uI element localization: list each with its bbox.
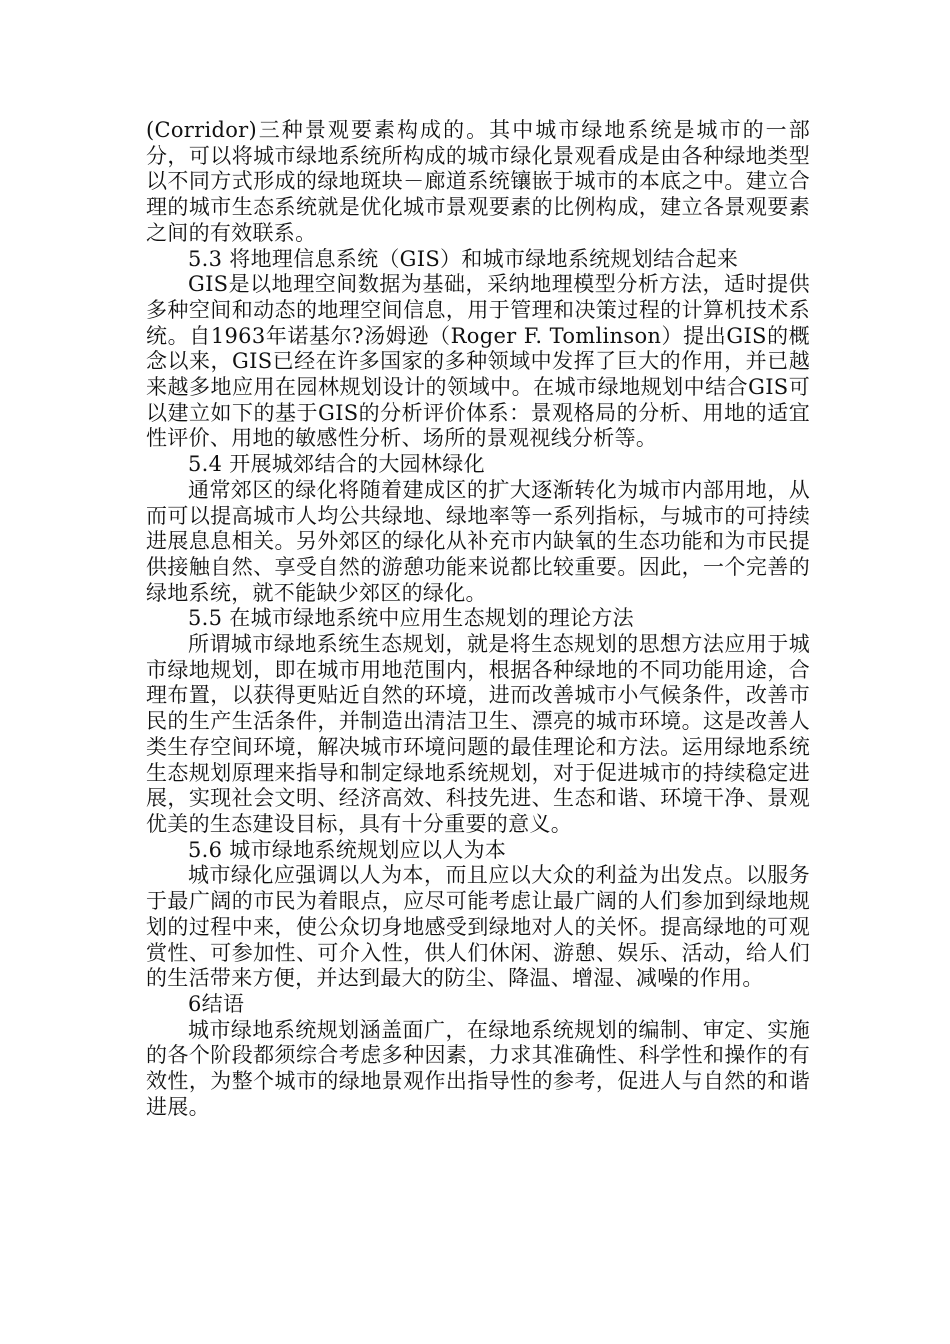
- paragraph-suburban-greening: 通常郊区的绿化将随着建成区的扩大逐渐转化为城市内部用地，从而可以提高城市人均公共绿地、绿地率等一系列指标，与城市的可持续进展息息相关。另外郊区的绿化从补充市内缺氧的生态功能和为市民提供接触自然、享受自然的游憩功能来说都比较重要。因此，一个完善的绿地系统，就不能缺少郊区的绿化。: [146, 477, 810, 605]
- section-heading-5-6: 5.6 城市绿地系统规划应以人为本: [188, 837, 507, 862]
- paragraph-conclusion: 城市绿地系统规划涵盖面广，在绿地系统规划的编制、审定、实施的各个阶段都须综合考虑多种因素，力求其准确性、科学性和操作的有效性，为整个城市的绿地景观作出指导性的参考，促进人与自然的和谐进展。: [146, 1017, 810, 1119]
- paragraph-corridor-intro: (Corridor)三种景观要素构成的。其中城市绿地系统是城市的一部分，可以将城市绿地系统所构成的城市绿化景观看成是由各种绿地类型以不同方式形成的绿地斑块－廊道系统镶嵌于城市的本底之中。建立合理的城市生态系统就是优化城市景观要素的比例构成，建立各景观要素之间的有效联系。: [146, 118, 810, 245]
- section-heading-6-conclusion: 6结语: [188, 991, 245, 1016]
- section-heading-5-4: 5.4 开展城郊结合的大园林绿化: [188, 452, 485, 477]
- paragraph-gis: GIS是以地理空间数据为基础，采纳地理模型分析方法，适时提供多种空间和动态的地理空间信息，用于管理和决策过程的计算机技术系统。自1963年诺基尔?汤姆逊（Roger F. Tomlinson）提出GIS的概念以来，GIS已经在许多国家的多种领域中发挥了巨大的作用，并已越来越多地应用在园林规划设计的领域中。在城市绿地规划中结合GIS可以建立如下的基于GIS的分析评价体系：景观格局的分析、用地的适宜性评价、用地的敏感性分析、场所的景观视线分析等。: [146, 272, 810, 451]
- section-heading-5-3: 5.3 将地理信息系统（GIS）和城市绿地系统规划结合起来: [188, 246, 739, 271]
- paragraph-ecological-planning: 所谓城市绿地系统生态规划，就是将生态规划的思想方法应用于城市绿地规划，即在城市用地范围内，根据各种绿地的不同功能用途，合理布置，以获得更贴近自然的环境，进而改善城市小气候条件，改善市民的生产生活条件，并制造出清洁卫生、漂亮的城市环境。这是改善人类生存空间环境，解决城市环境问题的最佳理论和方法。运用绿地系统生态规划原理来指导和制定绿地系统规划，对于促进城市的持续稳定进展，实现社会文明、经济高效、科技先进、生态和谐、环境干净、景观优美的生态建设目标，具有十分重要的意义。: [146, 632, 810, 836]
- paragraph-people-oriented: 城市绿化应强调以人为本，而且应以大众的利益为出发点。以服务于最广阔的市民为着眼点，应尽可能考虑让最广阔的人们参加到绿地规划的过程中来，使公众切身地感受到绿地对人的关怀。提高绿地的可观赏性、可参加性、可介入性，供人们休闲、游憩、娱乐、活动，给人们的生活带来方便，并达到最大的防尘、降温、增湿、减噪的作用。: [146, 863, 810, 991]
- section-heading-5-5: 5.5 在城市绿地系统中应用生态规划的理论方法: [188, 606, 634, 631]
- document-body: [146, 118, 810, 1120]
